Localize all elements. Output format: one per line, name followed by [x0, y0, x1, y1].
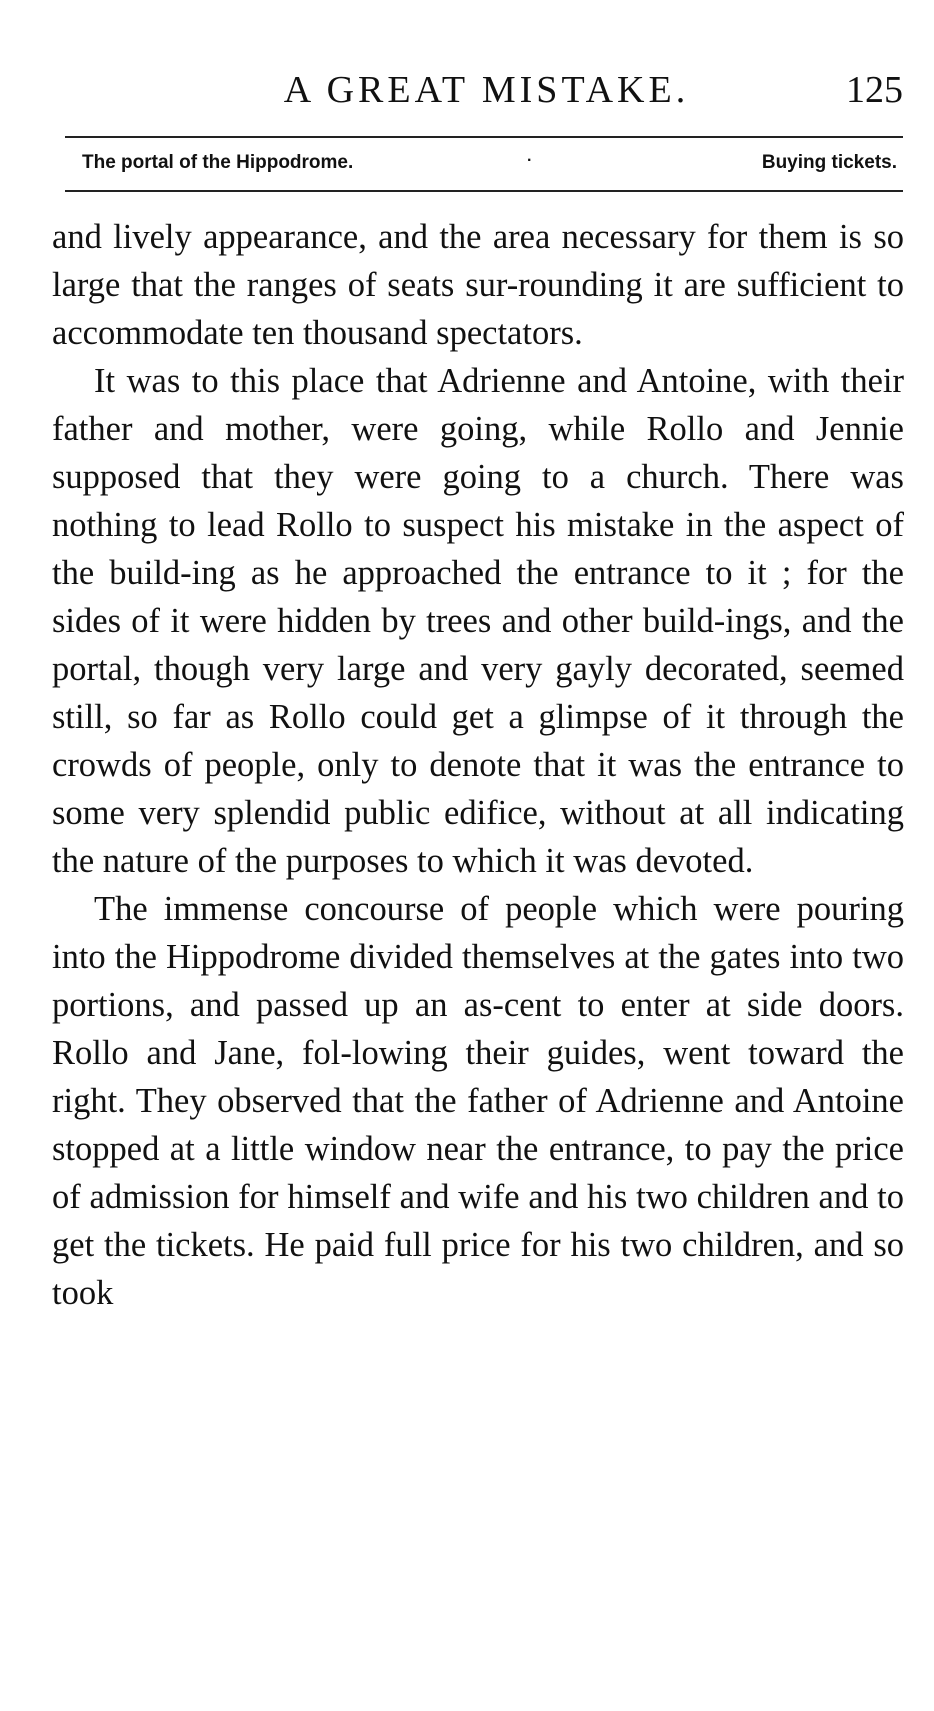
topic-separator-mark: · — [527, 152, 533, 169]
topic-left: The portal of the Hippodrome. — [82, 152, 354, 173]
paragraph: The immense concourse of people which were pouring into the Hippodrome divided themselves at the gates into two portions, and passed up an as-cent to enter at side doors. Rollo and Jane, fol-lowing their guides, went toward the right. They observed that the father of Adrienne and Antoine stopped at a little window near the entrance, to pay the price of admission for himself and wife and his two children and to get the tickets. He paid full price for his two children, and so took — [52, 890, 904, 1312]
topic-bar — [82, 145, 897, 181]
running-head — [52, 68, 903, 118]
page-number: 125 — [846, 69, 903, 111]
body-text — [52, 213, 904, 1317]
chapter-title: A GREAT MISTAKE. — [283, 69, 690, 111]
paragraph: It was to this place that Adrienne and Antoine, with their father and mother, were going, while Rollo and Jennie supposed that they were going to a church. There was nothing to lead Rollo to suspect his mistake in the aspect of the build-ing as he approached the entrance to it ; for the sides of it were hidden by trees and other build-ings, and the portal, though very large and very gayly decorated, seemed still, so far as Rollo could get a glimpse of it through the crowds of people, only to denote that it was the entrance to some very splendid public edifice, without at all indicating the nature of the purposes to which it was devoted. — [52, 362, 904, 880]
bottom-rule — [65, 190, 903, 192]
top-rule — [65, 136, 903, 138]
paragraph-continuation: and lively appearance, and the area necessary for them is so large that the ranges of seats sur-rounding it are sufficient to accommodate ten thousand spectators. — [52, 218, 904, 352]
topic-right: Buying tickets. — [761, 152, 897, 173]
